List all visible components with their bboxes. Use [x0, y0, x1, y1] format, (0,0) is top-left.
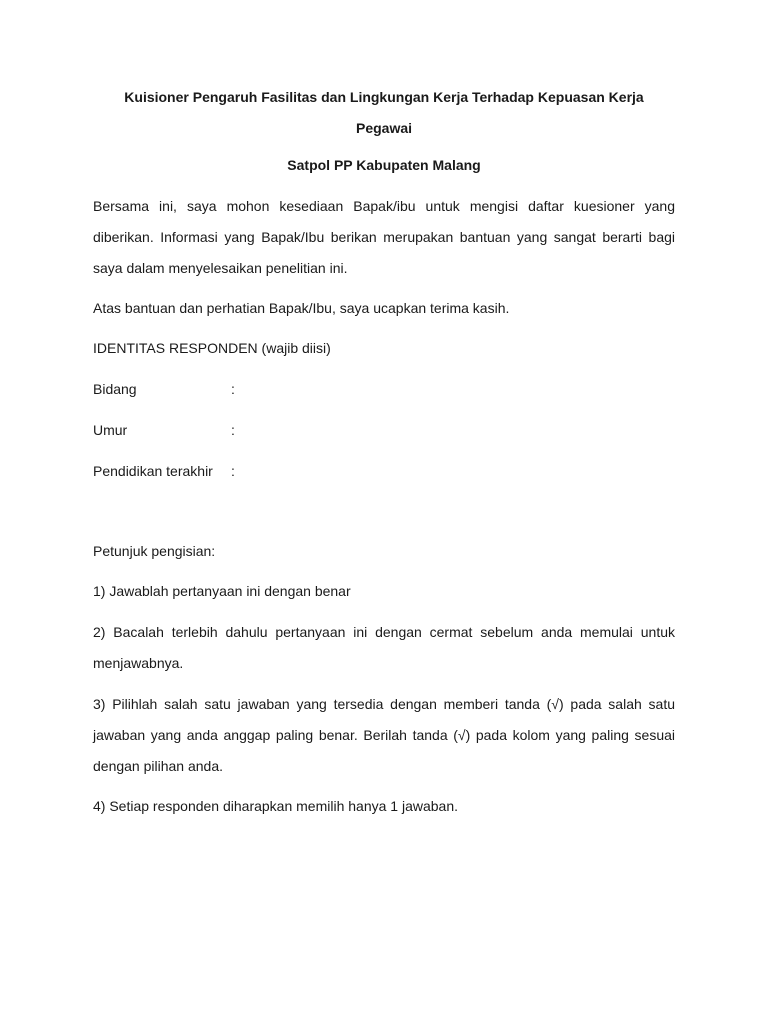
field-label: Bidang — [93, 381, 137, 397]
field-bidang — [93, 374, 675, 405]
document-body — [93, 82, 675, 822]
field-pendidikan — [93, 456, 675, 487]
identity-heading: IDENTITAS RESPONDEN (wajib diisi) — [93, 340, 331, 356]
title-line-2: Pegawai — [355, 120, 413, 136]
thanks-paragraph: Atas bantuan dan perhatian Bapak/Ibu, saya ucapkan terima kasih. — [93, 300, 510, 316]
document-subtitle: Satpol PP Kabupaten Malang — [287, 157, 481, 173]
intro-paragraph: Bersama ini, saya mohon kesediaan Bapak/ibu untuk mengisi daftar kuesioner yang diberikan. Informasi yang Bapak/Ibu berikan merupakan bantuan yang sangat berarti bagi saya dalam menyelesaikan penelitian ini. — [93, 198, 675, 276]
field-separator: : — [231, 422, 235, 438]
field-umur — [93, 415, 675, 446]
instructions-heading: Petunjuk pengisian: — [93, 543, 216, 559]
instruction-item: 2) Bacalah terlebih dahulu pertanyaan ini dengan cermat sebelum anda memulai untuk menjawabnya. — [93, 624, 675, 671]
field-separator: : — [231, 381, 235, 397]
instruction-item: 3) Pilihlah salah satu jawaban yang tersedia dengan memberi tanda (√) pada salah satu jawaban yang anda anggap paling benar. Berilah tanda (√) pada kolom yang paling sesuai dengan pilihan anda. — [93, 696, 675, 774]
field-label: Umur — [93, 422, 128, 438]
field-label: Pendidikan terakhir — [93, 463, 213, 479]
field-separator: : — [231, 463, 235, 479]
instruction-item: 4) Setiap responden diharapkan memilih hanya 1 jawaban. — [93, 798, 459, 814]
instruction-item: 1) Jawablah pertanyaan ini dengan benar — [93, 583, 351, 599]
spacer — [93, 487, 675, 527]
document-title — [93, 82, 675, 144]
title-line-1: Kuisioner Pengaruh Fasilitas dan Lingkungan Kerja Terhadap Kepuasan Kerja — [124, 89, 644, 105]
